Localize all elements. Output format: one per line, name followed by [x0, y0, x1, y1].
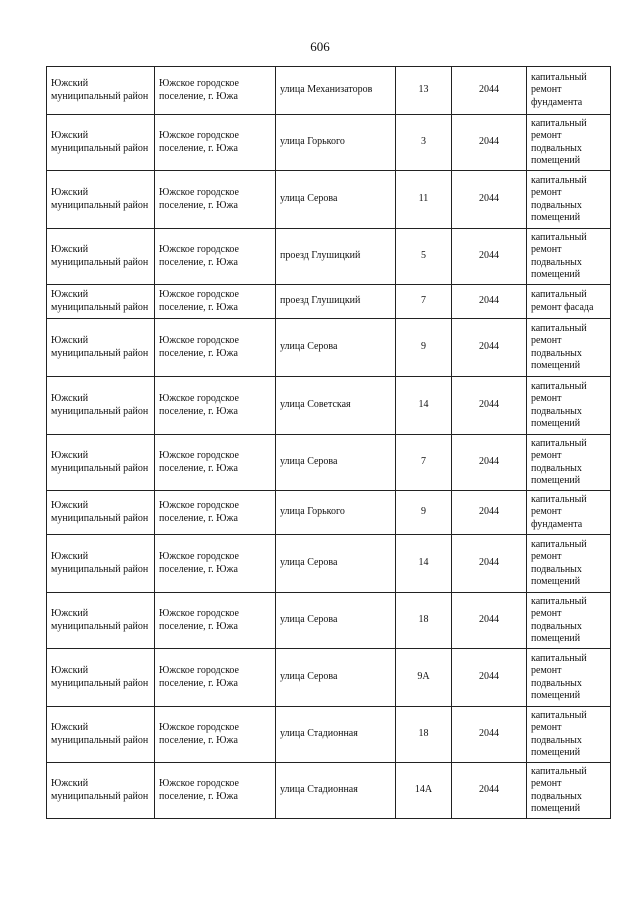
work-type-cell: капитальный ремонт подвальных помещений — [527, 229, 611, 285]
district-cell: Южский муниципальный район — [47, 491, 155, 535]
year-cell: 2044 — [452, 229, 527, 285]
street-cell: улица Серова — [276, 319, 396, 377]
district-cell: Южский муниципальный район — [47, 535, 155, 593]
street-cell: улица Серова — [276, 649, 396, 707]
year-cell: 2044 — [452, 285, 527, 319]
settlement-cell: Южское городское поселение, г. Южа — [155, 435, 276, 491]
table-row — [47, 535, 611, 593]
work-type-cell: капитальный ремонт фундамента — [527, 67, 611, 115]
house-number-cell: 5 — [396, 229, 452, 285]
house-number-cell: 13 — [396, 67, 452, 115]
district-cell: Южский муниципальный район — [47, 707, 155, 763]
house-number-cell: 9 — [396, 319, 452, 377]
house-number-cell: 7 — [396, 435, 452, 491]
district-cell: Южский муниципальный район — [47, 649, 155, 707]
work-type-cell: капитальный ремонт подвальных помещений — [527, 435, 611, 491]
table-row — [47, 319, 611, 377]
work-type-cell: капитальный ремонт подвальных помещений — [527, 763, 611, 819]
page-number: 606 — [310, 39, 330, 54]
house-number-cell: 14 — [396, 535, 452, 593]
work-type-cell: капитальный ремонт подвальных помещений — [527, 593, 611, 649]
district-cell: Южский муниципальный район — [47, 319, 155, 377]
work-type-cell: капитальный ремонт подвальных помещений — [527, 171, 611, 229]
year-cell: 2044 — [452, 763, 527, 819]
work-type-cell: капитальный ремонт подвальных помещений — [527, 377, 611, 435]
work-type-cell: капитальный ремонт подвальных помещений — [527, 707, 611, 763]
table-row — [47, 649, 611, 707]
settlement-cell: Южское городское поселение, г. Южа — [155, 229, 276, 285]
table-row — [47, 593, 611, 649]
house-number-cell: 7 — [396, 285, 452, 319]
settlement-cell: Южское городское поселение, г. Южа — [155, 649, 276, 707]
table-row — [47, 491, 611, 535]
district-cell: Южский муниципальный район — [47, 763, 155, 819]
house-number-cell: 9А — [396, 649, 452, 707]
house-number-cell: 18 — [396, 707, 452, 763]
year-cell: 2044 — [452, 377, 527, 435]
table-row — [47, 67, 611, 115]
district-cell: Южский муниципальный район — [47, 285, 155, 319]
year-cell: 2044 — [452, 649, 527, 707]
street-cell: улица Стадионная — [276, 707, 396, 763]
settlement-cell: Южское городское поселение, г. Южа — [155, 763, 276, 819]
settlement-cell: Южское городское поселение, г. Южа — [155, 535, 276, 593]
house-number-cell: 18 — [396, 593, 452, 649]
house-number-cell: 14 — [396, 377, 452, 435]
house-number-cell: 3 — [396, 115, 452, 171]
settlement-cell: Южское городское поселение, г. Южа — [155, 115, 276, 171]
table-row — [47, 707, 611, 763]
work-type-cell: капитальный ремонт подвальных помещений — [527, 115, 611, 171]
year-cell: 2044 — [452, 491, 527, 535]
year-cell: 2044 — [452, 67, 527, 115]
year-cell: 2044 — [452, 707, 527, 763]
year-cell: 2044 — [452, 115, 527, 171]
district-cell: Южский муниципальный район — [47, 229, 155, 285]
settlement-cell: Южское городское поселение, г. Южа — [155, 319, 276, 377]
street-cell: проезд Глушицкий — [276, 285, 396, 319]
street-cell: улица Серова — [276, 171, 396, 229]
district-cell: Южский муниципальный район — [47, 115, 155, 171]
district-cell: Южский муниципальный район — [47, 171, 155, 229]
work-type-cell: капитальный ремонт подвальных помещений — [527, 535, 611, 593]
table-row — [47, 115, 611, 171]
table-row — [47, 285, 611, 319]
street-cell: улица Горького — [276, 491, 396, 535]
district-cell: Южский муниципальный район — [47, 377, 155, 435]
table-row — [47, 377, 611, 435]
work-type-cell: капитальный ремонт фасада — [527, 285, 611, 319]
settlement-cell: Южское городское поселение, г. Южа — [155, 171, 276, 229]
settlement-cell: Южское городское поселение, г. Южа — [155, 707, 276, 763]
street-cell: улица Серова — [276, 435, 396, 491]
street-cell: улица Серова — [276, 535, 396, 593]
settlement-cell: Южское городское поселение, г. Южа — [155, 377, 276, 435]
street-cell: улица Стадионная — [276, 763, 396, 819]
work-type-cell: капитальный ремонт подвальных помещений — [527, 649, 611, 707]
year-cell: 2044 — [452, 535, 527, 593]
year-cell: 2044 — [452, 171, 527, 229]
settlement-cell: Южское городское поселение, г. Южа — [155, 593, 276, 649]
house-number-cell: 11 — [396, 171, 452, 229]
district-cell: Южский муниципальный район — [47, 67, 155, 115]
house-number-cell: 9 — [396, 491, 452, 535]
table-row — [47, 171, 611, 229]
table-row — [47, 435, 611, 491]
year-cell: 2044 — [452, 593, 527, 649]
house-number-cell: 14А — [396, 763, 452, 819]
street-cell: улица Советская — [276, 377, 396, 435]
street-cell: улица Серова — [276, 593, 396, 649]
district-cell: Южский муниципальный район — [47, 593, 155, 649]
year-cell: 2044 — [452, 435, 527, 491]
work-type-cell: капитальный ремонт подвальных помещений — [527, 319, 611, 377]
street-cell: улица Горького — [276, 115, 396, 171]
table-row — [47, 229, 611, 285]
table-body — [47, 67, 611, 819]
settlement-cell: Южское городское поселение, г. Южа — [155, 67, 276, 115]
district-cell: Южский муниципальный район — [47, 435, 155, 491]
repair-schedule-table — [46, 66, 611, 819]
street-cell: проезд Глушицкий — [276, 229, 396, 285]
street-cell: улица Механизаторов — [276, 67, 396, 115]
settlement-cell: Южское городское поселение, г. Южа — [155, 491, 276, 535]
year-cell: 2044 — [452, 319, 527, 377]
settlement-cell: Южское городское поселение, г. Южа — [155, 285, 276, 319]
table-row — [47, 763, 611, 819]
work-type-cell: капитальный ремонт фундамента — [527, 491, 611, 535]
